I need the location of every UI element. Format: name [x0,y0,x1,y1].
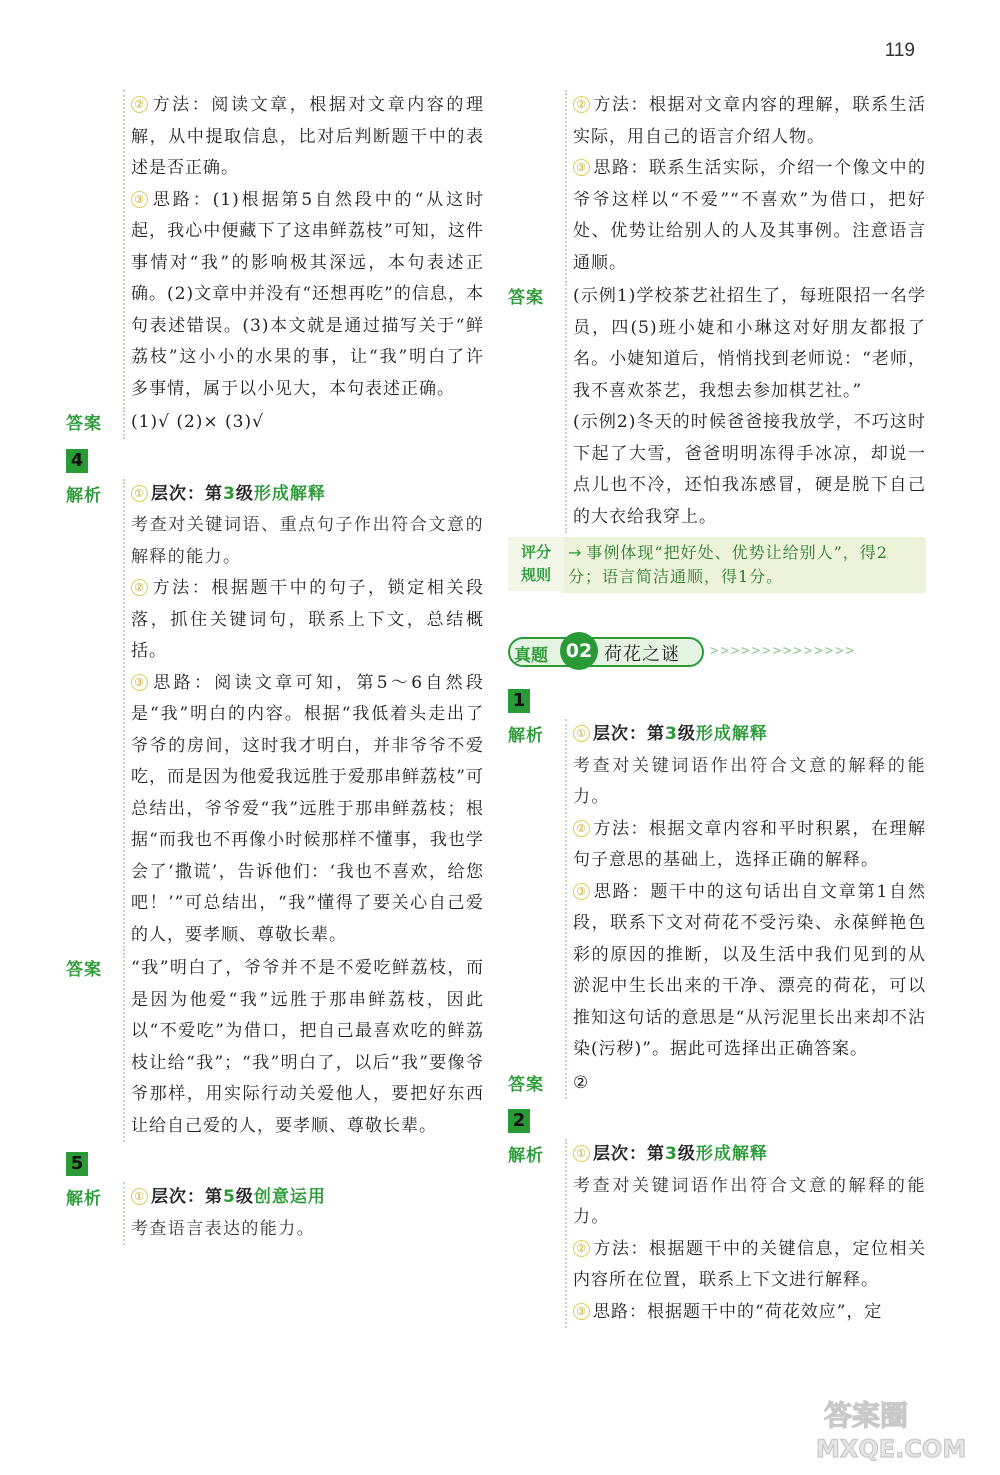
example-1: (示例1)学校茶艺社招生了，每班限招一名学员，四(5)班小婕和小琳这对好朋友都报了名。小婕知道后，悄悄找到老师说：“老师，我不喜欢茶艺，我想去参加棋艺社。” [573,286,926,401]
method-paragraph: ② 方法：根据对文章内容的理解，联系生活实际，用自己的语言介绍人物。 [573,95,926,147]
method-paragraph: ② 方法：根据题干中的关键信息，定位相关内容所在位置，联系上下文进行解释。 [573,1238,926,1290]
arrow-icon: → [568,543,583,562]
circled-number-icon: ③ [573,883,590,900]
answer-tag: 答案 [508,288,544,308]
circled-number-icon: ① [573,725,590,742]
level-line: ① 层次：第3级形成解释 [131,479,484,511]
idea-paragraph: ③ 思路：联系生活实际，介绍一个像文中的爷爷这样以“不爱”“不喜欢”为借口，把好处、优势让给别人的人及其事例。注意语言通顺。 [573,158,926,273]
circled-number-icon: ② [573,1240,590,1257]
analysis-tag: 解析 [508,1146,544,1166]
circled-number-icon: ② [573,96,590,113]
answer-tag: 答案 [66,960,102,980]
level-line: ① 层次：第3级形成解释 [573,719,926,751]
q4-analysis [66,479,484,952]
q2-analysis [508,1139,926,1328]
circled-number-icon: ① [131,1188,148,1205]
level-line: ① 层次：第5级创意运用 [131,1182,484,1214]
ability-text: 考查对关键词语作出符合文意的解释的能力。 [573,1175,926,1227]
answer-text: ② [573,1072,590,1093]
circled-number-icon: ② [131,579,148,596]
section-header [508,637,926,671]
circled-number-icon: ② [573,820,590,837]
circled-number-icon: ③ [573,1303,590,1320]
q3-answer [66,407,484,439]
q1-analysis [508,719,926,1066]
answer-text: “我”明白了，爷爷并不是不爱吃鲜荔枝，而是因为他爱“我”远胜于那串鲜荔枝，因此以“不爱吃”为借口，把自己最喜欢吃的鲜荔枝让给“我”；“我”明白了，以后“我”要像爷爷那样，用实际行动关爱他人，要把好东西让给自己爱的人，要孝顺、尊敬长辈。 [131,958,484,1136]
analysis-tag: 解析 [66,1189,102,1209]
question-number-5: 5 [66,1152,88,1176]
answer-tag: 答案 [66,414,102,434]
scoring-rule-text: → 事例体现“把好处、优势让给别人”，得2分；语言简洁通顺，得1分。 [560,537,926,593]
ability-text: 考查语言表达的能力。 [131,1218,315,1239]
circled-number-icon: ① [573,1145,590,1162]
answer-tag: 答案 [508,1074,544,1095]
idea-paragraph: ③ 思路：(1)根据第5自然段中的“从这时起，我心中便藏下了这串鲜荔枝”可知，这件事情对“我”的影响极其深远，本句表述正确。(2)文章中并没有“还想再吃”的信息，本句表述错误。(3)本文就是通过描写关于“鲜荔枝”这小小的水果的事，让“我”明白了许多事情，属于以小见大，本句表述正确。 [131,189,484,399]
example-2: (示例2)冬天的时候爸爸接我放学，不巧这时下起了大雪，爸爸明明冻得手冰凉，却说一点儿也不冷，还怕我冻感冒，硬是脱下自己的大衣给我穿上。 [573,412,926,527]
q1-answer [508,1068,926,1100]
q5-analysis-continued [508,90,926,279]
method-paragraph: ② 方法：阅读文章，根据对文章内容的理解，从中提取信息，比对后判断题干中的表述是否正确。 [131,95,484,178]
watermark-logo [806,1395,984,1465]
svg-text:答案圈: 答案圈 [824,1399,909,1432]
ability-text: 考查对关键词语、重点句子作出符合文意的解释的能力。 [131,515,484,567]
question-number-2: 2 [508,1109,530,1133]
question-number-4: 4 [66,449,88,473]
idea-paragraph: ③ 思路：阅读文章可知，第5～6自然段是“我”明白的内容。根据“我低着头走出了爷爷的房间，这时我才明白，并非爷爷不爱吃，而是因为他爱我远胜于爱那串鲜荔枝”可总结出，爷爷爱“我”远胜于那串鲜荔枝；根据“而我也不再像小时候那样不懂事，我也学会了‘撒谎’，告诉他们：‘我也不喜欢，给您吧！’”可总结出，“我”懂得了要关心自己爱的人，要孝顺、尊敬长辈。 [131,672,484,945]
scoring-rule-tag: 评分 规则 [508,537,564,591]
section-label: 真题 [514,646,548,666]
circled-number-icon: ③ [131,191,148,208]
circled-number-icon: ③ [131,674,148,691]
section-number-badge: 02 [560,632,598,670]
q4-answer [66,953,484,1142]
idea-paragraph: ③ 思路：题干中的这句话出自文章第1自然段，联系下文对荷花不受污染、永葆鲜艳色彩的原因的推断，以及生活中我们见到的从淤泥中生长出来的干净、漂亮的荷花，可以推知这句话的意思是“从污泥里长出来却不沾染(污秽)”。据此可选择出正确答案。 [573,881,926,1059]
chevrons-decoration: >>>>>>>>>>>>>> [710,643,857,659]
analysis-tag: 解析 [66,485,102,506]
circled-number-icon: ② [131,96,148,113]
right-column [508,90,926,1330]
q5-answer [508,281,926,533]
answer-text: (1)√ (2)× (3)√ [131,412,264,432]
question-number-1: 1 [508,689,530,713]
level-line: ① 层次：第3级形成解释 [573,1139,926,1171]
scoring-rule [508,537,926,593]
circled-number-icon: ① [131,485,148,502]
left-column [66,90,484,1247]
q5-analysis [66,1182,484,1245]
svg-text:MXQE.COM: MXQE.COM [816,1435,967,1463]
page-number: 119 [884,40,915,61]
idea-paragraph: ③ 思路：根据题干中的“荷花效应”，定 [573,1297,926,1329]
q3-analysis-continued [66,90,484,405]
method-paragraph: ② 方法：根据文章内容和平时积累，在理解句子意思的基础上，选择正确的解释。 [573,818,926,870]
analysis-tag: 解析 [508,726,544,746]
section-title: 荷花之谜 [604,644,680,665]
circled-number-icon: ③ [573,159,590,176]
ability-text: 考查对关键词语作出符合文意的解释的能力。 [573,755,926,807]
method-paragraph: ② 方法：根据题干中的句子，锁定相关段落，抓住关键词句，联系上下文，总结概括。 [131,578,484,661]
